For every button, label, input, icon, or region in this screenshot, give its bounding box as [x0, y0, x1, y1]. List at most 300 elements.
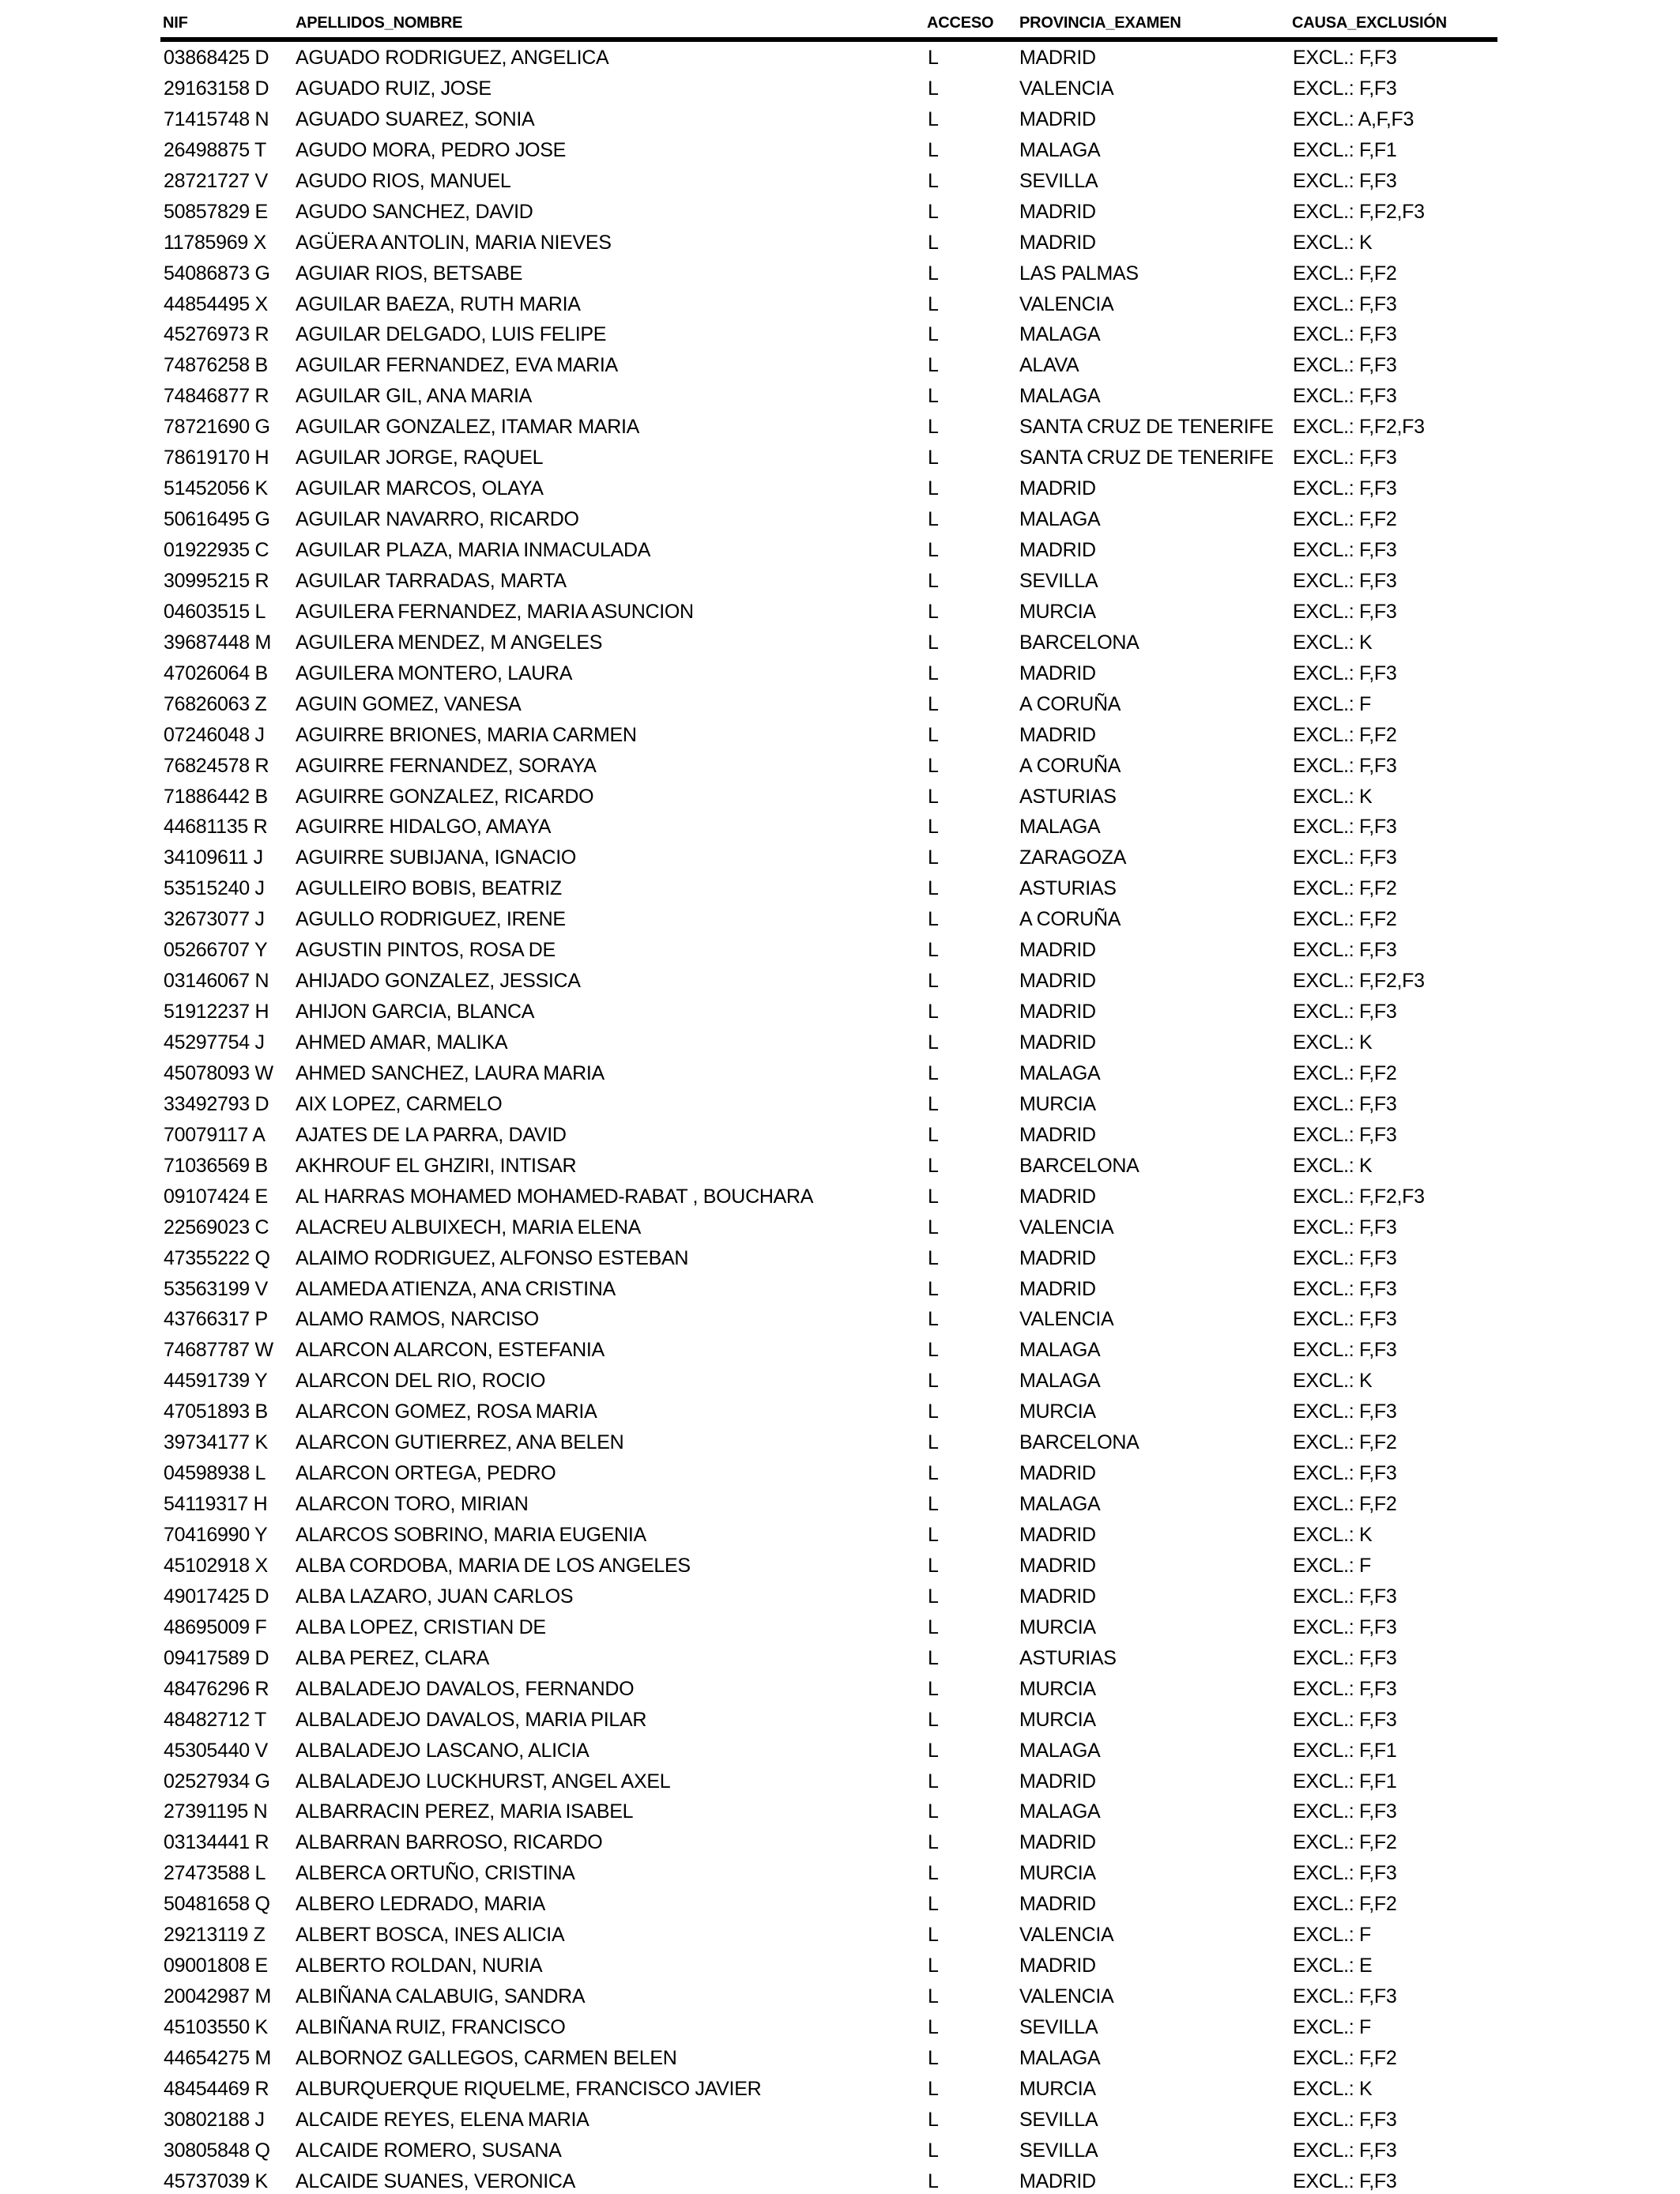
apellidos-nombre-cell: ALACREU ALBUIXECH, MARIA ELENA: [296, 1216, 641, 1238]
causa-exclusion-cell: EXCL.: F,F3: [1293, 1246, 1397, 1269]
provincia-examen-cell: MADRID: [1019, 1001, 1096, 1023]
acceso-cell: L: [928, 1154, 939, 1177]
table-row: [0, 1920, 1680, 1951]
nif-cell: 30805848 Q: [164, 2139, 270, 2162]
nif-cell: 78721690 G: [164, 416, 270, 439]
causa-exclusion-cell: EXCL.: F,F3: [1293, 169, 1397, 192]
apellidos-nombre-cell: AGUILERA MONTERO, LAURA: [296, 662, 573, 684]
nif-cell: 39687448 M: [164, 631, 272, 654]
apellidos-nombre-cell: AGUILAR NAVARRO, RICARDO: [296, 508, 579, 531]
apellidos-nombre-cell: AL HARRAS MOHAMED MOHAMED-RABAT , BOUCHARA: [296, 1185, 814, 1208]
table-row: [0, 319, 1680, 350]
provincia-examen-cell: SEVILLA: [1019, 2108, 1098, 2131]
nif-cell: 45297754 J: [164, 1031, 265, 1054]
causa-exclusion-cell: EXCL.: K: [1293, 1031, 1373, 1054]
column-header-causa-exclusion: CAUSA_EXCLUSIÓN: [1292, 14, 1447, 32]
apellidos-nombre-cell: ALCAIDE REYES, ELENA MARIA: [296, 2108, 590, 2131]
nif-cell: 44854495 X: [164, 292, 268, 315]
provincia-examen-cell: MADRID: [1019, 1031, 1096, 1054]
table-row: [0, 1366, 1680, 1397]
nif-cell: 70416990 Y: [164, 1524, 268, 1546]
causa-exclusion-cell: EXCL.: F,F3: [1293, 477, 1397, 500]
table-row: [0, 597, 1680, 628]
apellidos-nombre-cell: ALAIMO RODRIGUEZ, ALFONSO ESTEBAN: [296, 1246, 689, 1269]
provincia-examen-cell: MADRID: [1019, 1277, 1096, 1300]
causa-exclusion-cell: EXCL.: F,F3: [1293, 1277, 1397, 1300]
causa-exclusion-cell: EXCL.: A,F,F3: [1293, 107, 1414, 130]
apellidos-nombre-cell: ALBERO LEDRADO, MARIA: [296, 1893, 546, 1916]
acceso-cell: L: [928, 2108, 939, 2131]
provincia-examen-cell: MADRID: [1019, 2169, 1096, 2192]
nif-cell: 44654275 M: [164, 2046, 272, 2069]
apellidos-nombre-cell: AGUILAR FERNANDEZ, EVA MARIA: [296, 354, 618, 377]
table-row: [0, 1858, 1680, 1889]
provincia-examen-cell: MALAGA: [1019, 1800, 1101, 1823]
provincia-examen-cell: ALAVA: [1019, 354, 1079, 377]
header-rule: [160, 37, 1497, 42]
apellidos-nombre-cell: AGUDO RIOS, MANUEL: [296, 169, 511, 192]
provincia-examen-cell: MADRID: [1019, 1893, 1096, 1916]
acceso-cell: L: [928, 1985, 939, 2008]
table-row: [0, 966, 1680, 997]
provincia-examen-cell: MURCIA: [1019, 2077, 1096, 2100]
acceso-cell: L: [928, 1770, 939, 1793]
acceso-cell: L: [928, 354, 939, 377]
provincia-examen-cell: MURCIA: [1019, 1400, 1096, 1423]
nif-cell: 74846877 R: [164, 385, 269, 408]
nif-cell: 27473588 L: [164, 1862, 266, 1885]
acceso-cell: L: [928, 447, 939, 469]
nif-cell: 54086873 G: [164, 262, 270, 285]
nif-cell: 09001808 E: [164, 1955, 268, 1977]
table-row: [0, 843, 1680, 873]
causa-exclusion-cell: EXCL.: F: [1293, 1554, 1372, 1577]
nif-cell: 01922935 C: [164, 539, 269, 561]
table-body: [0, 43, 1680, 2194]
table-row: [0, 1089, 1680, 1120]
nif-cell: 51912237 H: [164, 1001, 269, 1023]
table-row: [0, 2105, 1680, 2136]
table-row: [0, 228, 1680, 258]
table-row: [0, 1058, 1680, 1089]
provincia-examen-cell: MADRID: [1019, 1831, 1096, 1854]
apellidos-nombre-cell: AHIJADO GONZALEZ, JESSICA: [296, 970, 581, 993]
apellidos-nombre-cell: ALARCOS SOBRINO, MARIA EUGENIA: [296, 1524, 646, 1546]
table-row: [0, 1889, 1680, 1920]
nif-cell: 26498875 T: [164, 138, 266, 161]
causa-exclusion-cell: EXCL.: F,F3: [1293, 1862, 1397, 1885]
causa-exclusion-cell: EXCL.: F,F1: [1293, 1739, 1397, 1762]
apellidos-nombre-cell: ALAMEDA ATIENZA, ANA CRISTINA: [296, 1277, 616, 1300]
provincia-examen-cell: MADRID: [1019, 47, 1096, 69]
acceso-cell: L: [928, 846, 939, 869]
nif-cell: 47051893 B: [164, 1400, 268, 1423]
column-header-provincia-examen: PROVINCIA_EXAMEN: [1019, 14, 1181, 32]
acceso-cell: L: [928, 939, 939, 962]
table-row: [0, 1612, 1680, 1643]
provincia-examen-cell: VALENCIA: [1019, 1924, 1114, 1947]
acceso-cell: L: [928, 723, 939, 746]
causa-exclusion-cell: EXCL.: F,F3: [1293, 2139, 1397, 2162]
table-row: [0, 689, 1680, 720]
causa-exclusion-cell: EXCL.: F,F3: [1293, 539, 1397, 561]
acceso-cell: L: [928, 107, 939, 130]
nif-cell: 27391195 N: [164, 1800, 268, 1823]
causa-exclusion-cell: EXCL.: F,F3: [1293, 662, 1397, 684]
provincia-examen-cell: VALENCIA: [1019, 77, 1114, 100]
provincia-examen-cell: LAS PALMAS: [1019, 262, 1139, 285]
acceso-cell: L: [928, 1924, 939, 1947]
provincia-examen-cell: MURCIA: [1019, 1708, 1096, 1731]
table-row: [0, 935, 1680, 966]
acceso-cell: L: [928, 2169, 939, 2192]
causa-exclusion-cell: EXCL.: F: [1293, 692, 1372, 715]
acceso-cell: L: [928, 169, 939, 192]
apellidos-nombre-cell: ALBA PEREZ, CLARA: [296, 1646, 489, 1669]
provincia-examen-cell: ASTURIAS: [1019, 1646, 1117, 1669]
nif-cell: 09107424 E: [164, 1185, 268, 1208]
provincia-examen-cell: MURCIA: [1019, 1677, 1096, 1700]
nif-cell: 71036569 B: [164, 1154, 268, 1177]
nif-cell: 49017425 D: [164, 1585, 269, 1608]
apellidos-nombre-cell: ALBALADEJO DAVALOS, FERNANDO: [296, 1677, 635, 1700]
nif-cell: 45737039 K: [164, 2169, 268, 2192]
apellidos-nombre-cell: ALARCON TORO, MIRIAN: [296, 1493, 529, 1516]
acceso-cell: L: [928, 754, 939, 777]
apellidos-nombre-cell: ALBERT BOSCA, INES ALICIA: [296, 1924, 565, 1947]
apellidos-nombre-cell: ALARCON DEL RIO, ROCIO: [296, 1370, 546, 1393]
nif-cell: 76824578 R: [164, 754, 269, 777]
table-row: [0, 1151, 1680, 1182]
provincia-examen-cell: A CORUÑA: [1019, 692, 1121, 715]
causa-exclusion-cell: EXCL.: E: [1293, 1955, 1373, 1977]
causa-exclusion-cell: EXCL.: F,F3: [1293, 2169, 1397, 2192]
acceso-cell: L: [928, 1554, 939, 1577]
causa-exclusion-cell: EXCL.: F,F3: [1293, 1708, 1397, 1731]
table-row: [0, 1397, 1680, 1427]
acceso-cell: L: [928, 1955, 939, 1977]
causa-exclusion-cell: EXCL.: F,F3: [1293, 47, 1397, 69]
table-row: [0, 443, 1680, 473]
causa-exclusion-cell: EXCL.: F,F3: [1293, 1462, 1397, 1485]
acceso-cell: L: [928, 77, 939, 100]
provincia-examen-cell: MADRID: [1019, 970, 1096, 993]
acceso-cell: L: [928, 1092, 939, 1115]
nif-cell: 04598938 L: [164, 1462, 266, 1485]
provincia-examen-cell: MADRID: [1019, 662, 1096, 684]
nif-cell: 02527934 G: [164, 1770, 270, 1793]
apellidos-nombre-cell: AIX LOPEZ, CARMELO: [296, 1092, 503, 1115]
acceso-cell: L: [928, 2077, 939, 2100]
nif-cell: 78619170 H: [164, 447, 269, 469]
table-row: [0, 751, 1680, 782]
apellidos-nombre-cell: AGUILAR GIL, ANA MARIA: [296, 385, 533, 408]
nif-cell: 74876258 B: [164, 354, 268, 377]
table-row: [0, 1489, 1680, 1520]
apellidos-nombre-cell: AHIJON GARCIA, BLANCA: [296, 1001, 535, 1023]
causa-exclusion-cell: EXCL.: F,F1: [1293, 138, 1397, 161]
provincia-examen-cell: VALENCIA: [1019, 1308, 1114, 1331]
provincia-examen-cell: MADRID: [1019, 723, 1096, 746]
table-row: [0, 350, 1680, 381]
causa-exclusion-cell: EXCL.: F,F2: [1293, 723, 1397, 746]
apellidos-nombre-cell: AHMED AMAR, MALIKA: [296, 1031, 508, 1054]
provincia-examen-cell: A CORUÑA: [1019, 754, 1121, 777]
table-row: [0, 1458, 1680, 1489]
nif-cell: 45305440 V: [164, 1739, 268, 1762]
causa-exclusion-cell: EXCL.: F,F3: [1293, 1400, 1397, 1423]
nif-cell: 04603515 L: [164, 600, 266, 623]
acceso-cell: L: [928, 508, 939, 531]
causa-exclusion-cell: EXCL.: F,F3: [1293, 1123, 1397, 1146]
nif-cell: 76826063 Z: [164, 692, 267, 715]
table-row: [0, 473, 1680, 504]
causa-exclusion-cell: EXCL.: F,F3: [1293, 1800, 1397, 1823]
provincia-examen-cell: MADRID: [1019, 1955, 1096, 1977]
acceso-cell: L: [928, 1862, 939, 1885]
provincia-examen-cell: A CORUÑA: [1019, 908, 1121, 931]
provincia-examen-cell: SEVILLA: [1019, 169, 1098, 192]
acceso-cell: L: [928, 231, 939, 254]
acceso-cell: L: [928, 385, 939, 408]
acceso-cell: L: [928, 1123, 939, 1146]
acceso-cell: L: [928, 1585, 939, 1608]
acceso-cell: L: [928, 1493, 939, 1516]
nif-cell: 53563199 V: [164, 1277, 268, 1300]
acceso-cell: L: [928, 1739, 939, 1762]
nif-cell: 30995215 R: [164, 569, 269, 592]
table-row: [0, 1705, 1680, 1736]
nif-cell: 05266707 Y: [164, 939, 268, 962]
acceso-cell: L: [928, 1185, 939, 1208]
nif-cell: 39734177 K: [164, 1431, 268, 1454]
apellidos-nombre-cell: AGUSTIN PINTOS, ROSA DE: [296, 939, 556, 962]
nif-cell: 48476296 R: [164, 1677, 269, 1700]
causa-exclusion-cell: EXCL.: F,F3: [1293, 447, 1397, 469]
provincia-examen-cell: MALAGA: [1019, 1339, 1101, 1362]
table-row: [0, 2136, 1680, 2166]
causa-exclusion-cell: EXCL.: F,F3: [1293, 939, 1397, 962]
table-row: [0, 1674, 1680, 1705]
apellidos-nombre-cell: ALARCON ORTEGA, PEDRO: [296, 1462, 556, 1485]
causa-exclusion-cell: EXCL.: F,F2,F3: [1293, 1185, 1425, 1208]
apellidos-nombre-cell: AHMED SANCHEZ, LAURA MARIA: [296, 1061, 605, 1084]
nif-cell: 48695009 F: [164, 1615, 267, 1638]
nif-cell: 50481658 Q: [164, 1893, 270, 1916]
nif-cell: 50616495 G: [164, 508, 270, 531]
acceso-cell: L: [928, 1370, 939, 1393]
nif-cell: 44591739 Y: [164, 1370, 268, 1393]
apellidos-nombre-cell: ALARCON ALARCON, ESTEFANIA: [296, 1339, 605, 1362]
apellidos-nombre-cell: AGUDO SANCHEZ, DAVID: [296, 200, 533, 223]
provincia-examen-cell: VALENCIA: [1019, 292, 1114, 315]
provincia-examen-cell: MALAGA: [1019, 385, 1101, 408]
acceso-cell: L: [928, 1800, 939, 1823]
causa-exclusion-cell: EXCL.: F,F3: [1293, 569, 1397, 592]
provincia-examen-cell: MADRID: [1019, 939, 1096, 962]
apellidos-nombre-cell: AGUIAR RIOS, BETSABE: [296, 262, 523, 285]
table-row: [0, 1736, 1680, 1766]
table-row: [0, 658, 1680, 689]
causa-exclusion-cell: EXCL.: K: [1293, 1154, 1373, 1177]
apellidos-nombre-cell: ALBA LOPEZ, CRISTIAN DE: [296, 1615, 546, 1638]
provincia-examen-cell: SEVILLA: [1019, 2139, 1098, 2162]
apellidos-nombre-cell: ALBIÑANA RUIZ, FRANCISCO: [296, 2016, 566, 2038]
table-row: [0, 1304, 1680, 1335]
causa-exclusion-cell: EXCL.: F,F3: [1293, 600, 1397, 623]
acceso-cell: L: [928, 323, 939, 346]
apellidos-nombre-cell: ALAMO RAMOS, NARCISO: [296, 1308, 539, 1331]
acceso-cell: L: [928, 600, 939, 623]
provincia-examen-cell: MADRID: [1019, 1462, 1096, 1485]
table-row: [0, 1643, 1680, 1674]
acceso-cell: L: [928, 908, 939, 931]
acceso-cell: L: [928, 1308, 939, 1331]
table-row: [0, 166, 1680, 197]
provincia-examen-cell: MADRID: [1019, 1246, 1096, 1269]
nif-cell: 29163158 D: [164, 77, 269, 100]
provincia-examen-cell: MALAGA: [1019, 323, 1101, 346]
nif-cell: 74687787 W: [164, 1339, 273, 1362]
acceso-cell: L: [928, 2139, 939, 2162]
provincia-examen-cell: MALAGA: [1019, 138, 1101, 161]
apellidos-nombre-cell: AGUIRRE SUBIJANA, IGNACIO: [296, 846, 577, 869]
nif-cell: 51452056 K: [164, 477, 268, 500]
column-header-nif: NIF: [163, 14, 188, 32]
table-row: [0, 289, 1680, 320]
apellidos-nombre-cell: ALARCON GUTIERREZ, ANA BELEN: [296, 1431, 624, 1454]
table-row: [0, 1243, 1680, 1274]
apellidos-nombre-cell: AGUILAR GONZALEZ, ITAMAR MARIA: [296, 416, 640, 439]
nif-cell: 09417589 D: [164, 1646, 269, 1669]
acceso-cell: L: [928, 785, 939, 808]
causa-exclusion-cell: EXCL.: F,F3: [1293, 1216, 1397, 1238]
acceso-cell: L: [928, 692, 939, 715]
causa-exclusion-cell: EXCL.: F,F2,F3: [1293, 970, 1425, 993]
nif-cell: 07246048 J: [164, 723, 265, 746]
provincia-examen-cell: MADRID: [1019, 1524, 1096, 1546]
causa-exclusion-cell: EXCL.: F,F3: [1293, 323, 1397, 346]
acceso-cell: L: [928, 1431, 939, 1454]
nif-cell: 28721727 V: [164, 169, 268, 192]
causa-exclusion-cell: EXCL.: F,F2: [1293, 1493, 1397, 1516]
acceso-cell: L: [928, 47, 939, 69]
provincia-examen-cell: MALAGA: [1019, 1739, 1101, 1762]
causa-exclusion-cell: EXCL.: F,F3: [1293, 1339, 1397, 1362]
acceso-cell: L: [928, 569, 939, 592]
nif-cell: 30802188 J: [164, 2108, 265, 2131]
acceso-cell: L: [928, 1677, 939, 1700]
causa-exclusion-cell: EXCL.: F,F3: [1293, 1585, 1397, 1608]
nif-cell: 50857829 E: [164, 200, 268, 223]
table-row: [0, 135, 1680, 166]
apellidos-nombre-cell: ALBURQUERQUE RIQUELME, FRANCISCO JAVIER: [296, 2077, 762, 2100]
causa-exclusion-cell: EXCL.: F,F3: [1293, 846, 1397, 869]
nif-cell: 22569023 C: [164, 1216, 269, 1238]
table-row: [0, 1766, 1680, 1797]
provincia-examen-cell: VALENCIA: [1019, 1216, 1114, 1238]
apellidos-nombre-cell: ALARCON GOMEZ, ROSA MARIA: [296, 1400, 597, 1423]
nif-cell: 54119317 H: [164, 1493, 268, 1516]
causa-exclusion-cell: EXCL.: F,F3: [1293, 1615, 1397, 1638]
provincia-examen-cell: SEVILLA: [1019, 569, 1098, 592]
apellidos-nombre-cell: AGUILAR JORGE, RAQUEL: [296, 447, 544, 469]
provincia-examen-cell: MADRID: [1019, 1123, 1096, 1146]
apellidos-nombre-cell: ALCAIDE SUANES, VERONICA: [296, 2169, 576, 2192]
apellidos-nombre-cell: AGUIRRE BRIONES, MARIA CARMEN: [296, 723, 637, 746]
provincia-examen-cell: MADRID: [1019, 1185, 1096, 1208]
apellidos-nombre-cell: ALBARRACIN PEREZ, MARIA ISABEL: [296, 1800, 634, 1823]
table-row: [0, 1120, 1680, 1151]
acceso-cell: L: [928, 1061, 939, 1084]
causa-exclusion-cell: EXCL.: F,F3: [1293, 354, 1397, 377]
nif-cell: 71886442 B: [164, 785, 268, 808]
causa-exclusion-cell: EXCL.: F,F2: [1293, 1831, 1397, 1854]
table-row: [0, 1212, 1680, 1243]
causa-exclusion-cell: EXCL.: K: [1293, 231, 1373, 254]
acceso-cell: L: [928, 477, 939, 500]
causa-exclusion-cell: EXCL.: F,F3: [1293, 1646, 1397, 1669]
apellidos-nombre-cell: AGUADO SUAREZ, SONIA: [296, 107, 535, 130]
table-header: [0, 11, 1680, 35]
nif-cell: 48482712 T: [164, 1708, 266, 1731]
table-row: [0, 197, 1680, 228]
table-row: [0, 1827, 1680, 1858]
causa-exclusion-cell: EXCL.: F,F3: [1293, 1985, 1397, 2008]
table-row: [0, 720, 1680, 751]
provincia-examen-cell: MURCIA: [1019, 1092, 1096, 1115]
nif-cell: 47355222 Q: [164, 1246, 270, 1269]
causa-exclusion-cell: EXCL.: F,F3: [1293, 385, 1397, 408]
apellidos-nombre-cell: AKHROUF EL GHZIRI, INTISAR: [296, 1154, 577, 1177]
provincia-examen-cell: ZARAGOZA: [1019, 846, 1127, 869]
table-row: [0, 535, 1680, 566]
causa-exclusion-cell: EXCL.: F,F1: [1293, 1770, 1397, 1793]
provincia-examen-cell: MALAGA: [1019, 1493, 1101, 1516]
causa-exclusion-cell: EXCL.: F,F3: [1293, 1092, 1397, 1115]
provincia-examen-cell: MURCIA: [1019, 1862, 1096, 1885]
causa-exclusion-cell: EXCL.: K: [1293, 1370, 1373, 1393]
causa-exclusion-cell: EXCL.: F,F3: [1293, 754, 1397, 777]
nif-cell: 44681135 R: [164, 816, 268, 839]
nif-cell: 45276973 R: [164, 323, 269, 346]
apellidos-nombre-cell: AGUIRRE FERNANDEZ, SORAYA: [296, 754, 597, 777]
provincia-examen-cell: MURCIA: [1019, 1615, 1096, 1638]
provincia-examen-cell: ASTURIAS: [1019, 785, 1117, 808]
acceso-cell: L: [928, 1031, 939, 1054]
causa-exclusion-cell: EXCL.: F,F3: [1293, 292, 1397, 315]
nif-cell: 53515240 J: [164, 877, 265, 900]
apellidos-nombre-cell: ALBORNOZ GALLEGOS, CARMEN BELEN: [296, 2046, 677, 2069]
causa-exclusion-cell: EXCL.: F,F2: [1293, 1893, 1397, 1916]
provincia-examen-cell: SANTA CRUZ DE TENERIFE: [1019, 447, 1274, 469]
apellidos-nombre-cell: AGUIN GOMEZ, VANESA: [296, 692, 522, 715]
nif-cell: 45078093 W: [164, 1061, 273, 1084]
acceso-cell: L: [928, 2016, 939, 2038]
provincia-examen-cell: MADRID: [1019, 477, 1096, 500]
nif-cell: 33492793 D: [164, 1092, 269, 1115]
nif-cell: 03134441 R: [164, 1831, 269, 1854]
provincia-examen-cell: SEVILLA: [1019, 2016, 1098, 2038]
acceso-cell: L: [928, 1246, 939, 1269]
acceso-cell: L: [928, 1462, 939, 1485]
acceso-cell: L: [928, 1615, 939, 1638]
acceso-cell: L: [928, 262, 939, 285]
table-row: [0, 412, 1680, 443]
causa-exclusion-cell: EXCL.: K: [1293, 785, 1373, 808]
provincia-examen-cell: MALAGA: [1019, 1061, 1101, 1084]
causa-exclusion-cell: EXCL.: F,F3: [1293, 2108, 1397, 2131]
